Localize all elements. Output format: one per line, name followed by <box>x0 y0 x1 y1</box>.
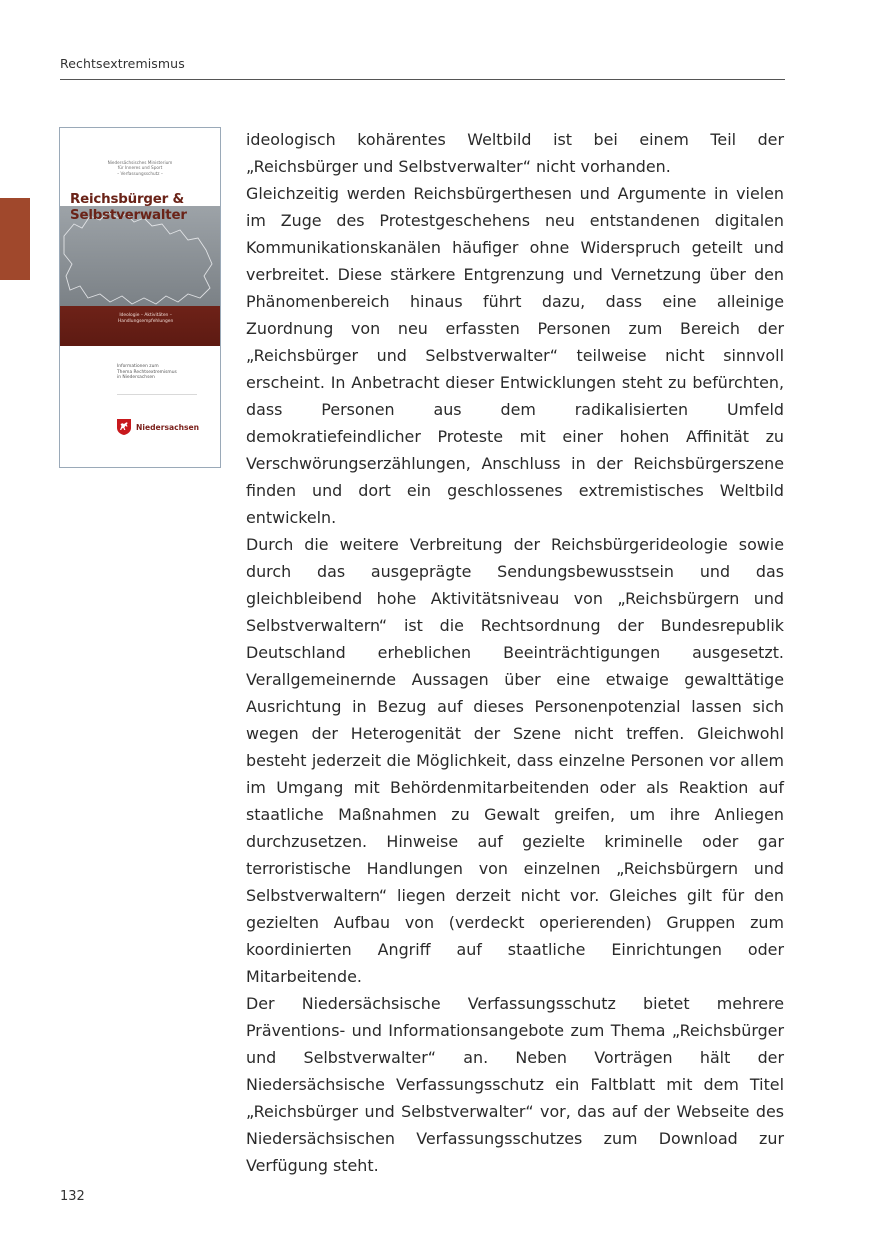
cover-info-text: Informationen zum Thema Rechtsextremismus in Niedersachsen <box>117 364 177 381</box>
lower-saxony-horse-crest-icon <box>117 419 131 435</box>
cover-ministry-text: Niedersächsisches Ministerium für Inneres und Sport – Verfassungsschutz – <box>107 160 173 176</box>
cover-logo <box>117 419 199 435</box>
paragraph: Durch die weitere Verbreitung der Reichsbürgerideologie sowie durch das ausgeprägte Sendungsbewusstsein und das gleichbleibend hohe Aktivitätsniveau von „Reichsbürgern und Selbstverwaltern“ ist die Rechtsordnung der Bundesrepublik Deutschland erheblichen Beeinträchtigungen ausgesetzt. Verallgemeinernde Aussagen über eine etwaige gewalttätige Ausrichtung in Bezug auf dieses Personenpotenzial lassen sich wegen der Heterogenität der Szene nicht treffen. Gleichwohl besteht jederzeit die Möglichkeit, dass einzelne Personen vor allem im Umgang mit Behördenmitarbeitenden oder als Reaktion auf staatliche Maßnahmen zu Gewalt greifen, um ihre Anliegen durchzusetzen. Hinweise auf gezielte kriminelle oder gar terroristische Handlungen von einzelnen „Reichsbürgern und Selbstverwaltern“ liegen derzeit nicht vor. Gleiches gilt für den gezielten Aufbau von (verdeckt operierenden) Gruppen zum koordinierten Angriff auf staatliche Einrichtungen oder Mitarbeitende. <box>246 535 784 986</box>
paragraph: ideologisch kohärentes Weltbild ist bei einem Teil der „Reichsbürger und Selbstverwalter“ nicht vorhanden. <box>246 130 784 176</box>
brochure-cover-image <box>59 127 221 468</box>
running-header: Rechtsextremismus <box>60 56 185 71</box>
body-text <box>246 126 784 1179</box>
cover-red-band <box>60 306 220 346</box>
cover-divider <box>117 394 197 395</box>
cover-title: Reichsbürger & Selbstverwalter <box>70 192 187 223</box>
paragraph: Der Niedersächsische Verfassungsschutz bietet mehrere Präventions- und Informationsangebote zum Thema „Reichsbürger und Selbstverwalter“ an. Neben Vorträgen hält der Niedersächsische Verfassungsschutz ein Faltblatt mit dem Titel „Reichsbürger und Selbstverwalter“ vor, das auf der Webseite des Niedersächsischen Verfassungsschutzes zum Download zur Verfügung steht. <box>246 994 784 1175</box>
page-number: 132 <box>60 1189 85 1204</box>
cover-subtitle: Ideologie – Aktivitäten – Handlungsempfehlungen <box>118 313 174 324</box>
cover-logo-text: Niedersachsen <box>136 422 200 432</box>
paragraph: Gleichzeitig werden Reichsbürgerthesen und Argumente in vielen im Zuge des Protestgeschehens neu entstandenen digitalen Kommunikationskanälen häufiger ohne Widerspruch geteilt und verbreitet. Diese stärkere Entgrenzung und Vernetzung über den Phänomenbereich hinaus führt dazu, dass eine alleinige Zuordnung von neu erfassten Personen zum Bereich der „Reichsbürger und Selbstverwalter“ teilweise nicht sinnvoll erscheint. In Anbetracht dieser Entwicklungen steht zu befürchten, dass Personen aus dem radikalisierten Umfeld demokratiefeindlicher Proteste mit einer hohen Affinität zu Verschwörungserzählungen, Anschluss in der Reichsbürgerszene finden und dort ein geschlossenes extremistisches Weltbild entwickeln. <box>246 184 784 527</box>
chapter-side-tab <box>0 198 30 280</box>
header-rule <box>60 79 785 80</box>
